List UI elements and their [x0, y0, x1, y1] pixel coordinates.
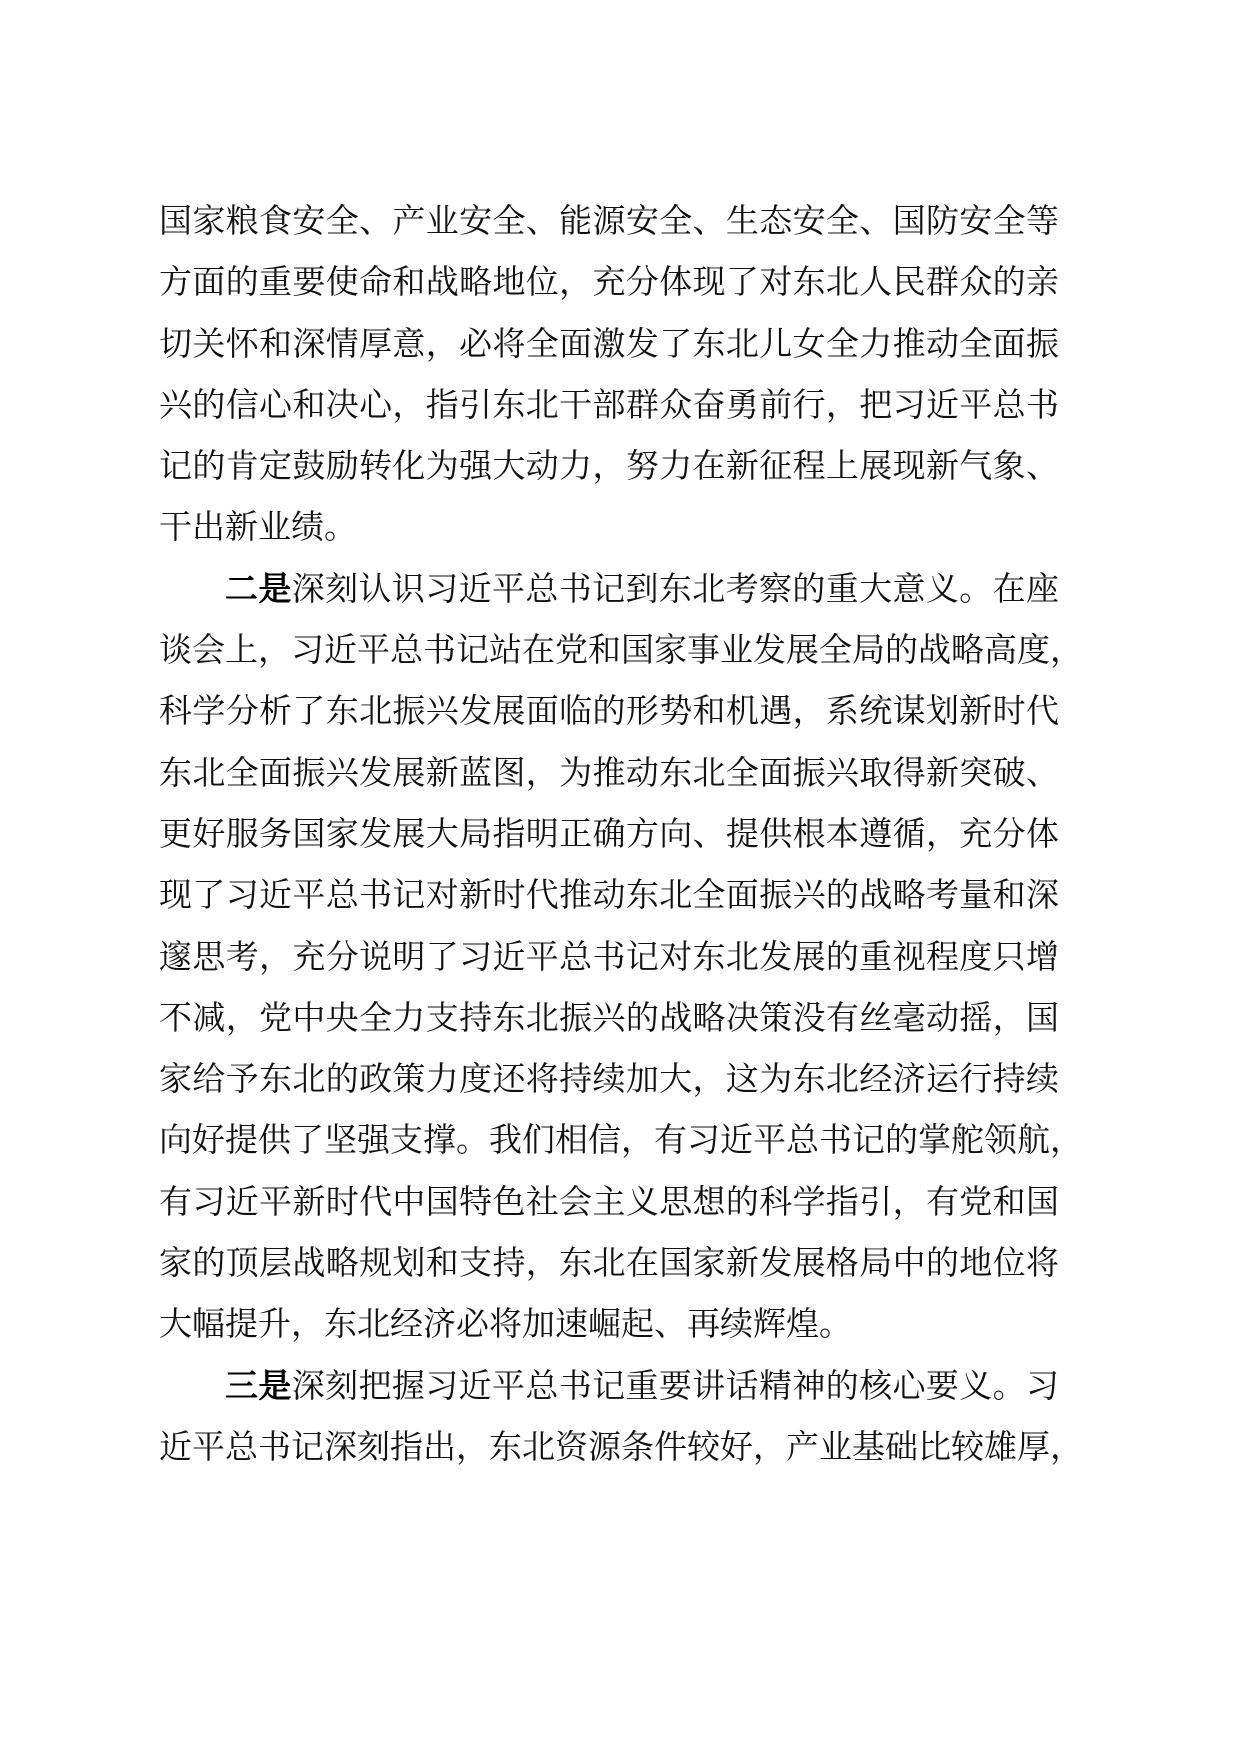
text-line-first — [159, 1355, 1059, 1416]
document-body — [159, 190, 1083, 1477]
paragraph-2 — [159, 558, 1083, 1355]
text-line: 有习近平新时代中国特色社会主义思想的科学指引，有党和国 — [159, 1181, 1059, 1221]
text-line: 记的肯定鼓励转化为强大动力，努力在新征程上展现新气象、 — [159, 446, 1059, 486]
text-segment: 深刻把握习近平总书记重要讲话精神的核心要义。习 — [291, 1365, 1059, 1405]
text-line: 兴的信心和决心，指引东北干部群众奋勇前行，把习近平总书 — [159, 384, 1059, 424]
text-line: 近平总书记深刻指出，东北资源条件较好，产业基础比较雄厚， — [159, 1426, 1083, 1466]
text-line: 家的顶层战略规划和支持，东北在国家新发展格局中的地位将 — [159, 1243, 1059, 1283]
text-segment: 深刻认识习近平总书记到东北考察的重大意义。在座 — [291, 568, 1059, 608]
text-line: 大幅提升，东北经济必将加速崛起、再续辉煌。 — [159, 1304, 852, 1344]
paragraph-3 — [159, 1355, 1083, 1478]
text-line: 方面的重要使命和战略地位，充分体现了对东北人民群众的亲 — [159, 262, 1059, 302]
text-line: 更好服务国家发展大局指明正确方向、提供根本遵循，充分体 — [159, 813, 1059, 853]
paragraph-lead: 三是 — [225, 1365, 292, 1405]
text-line: 谈会上，习近平总书记站在党和国家事业发展全局的战略高度， — [159, 630, 1083, 670]
text-line: 干出新业绩。 — [159, 507, 357, 547]
text-line: 切关怀和深情厚意，必将全面激发了东北儿女全力推动全面振 — [159, 323, 1059, 363]
text-line: 向好提供了坚强支撑。我们相信，有习近平总书记的掌舵领航， — [159, 1120, 1083, 1160]
text-line: 邃思考，充分说明了习近平总书记对东北发展的重视程度只增 — [159, 936, 1059, 976]
text-line: 东北全面振兴发展新蓝图，为推动东北全面振兴取得新突破、 — [159, 752, 1059, 792]
text-line: 国家粮食安全、产业安全、能源安全、生态安全、国防安全等 — [159, 201, 1059, 240]
text-line: 科学分析了东北振兴发展面临的形势和机遇，系统谋划新时代 — [159, 691, 1059, 731]
text-line: 现了习近平总书记对新时代推动东北全面振兴的战略考量和深 — [159, 875, 1059, 915]
paragraph-lead: 二是 — [225, 568, 292, 608]
text-line-first — [159, 558, 1059, 619]
text-line: 家给予东北的政策力度还将持续加大，这为东北经济运行持续 — [159, 1059, 1059, 1099]
text-line: 不减，党中央全力支持东北振兴的战略决策没有丝毫动摇，国 — [159, 997, 1059, 1037]
paragraph-1 — [159, 190, 1059, 558]
